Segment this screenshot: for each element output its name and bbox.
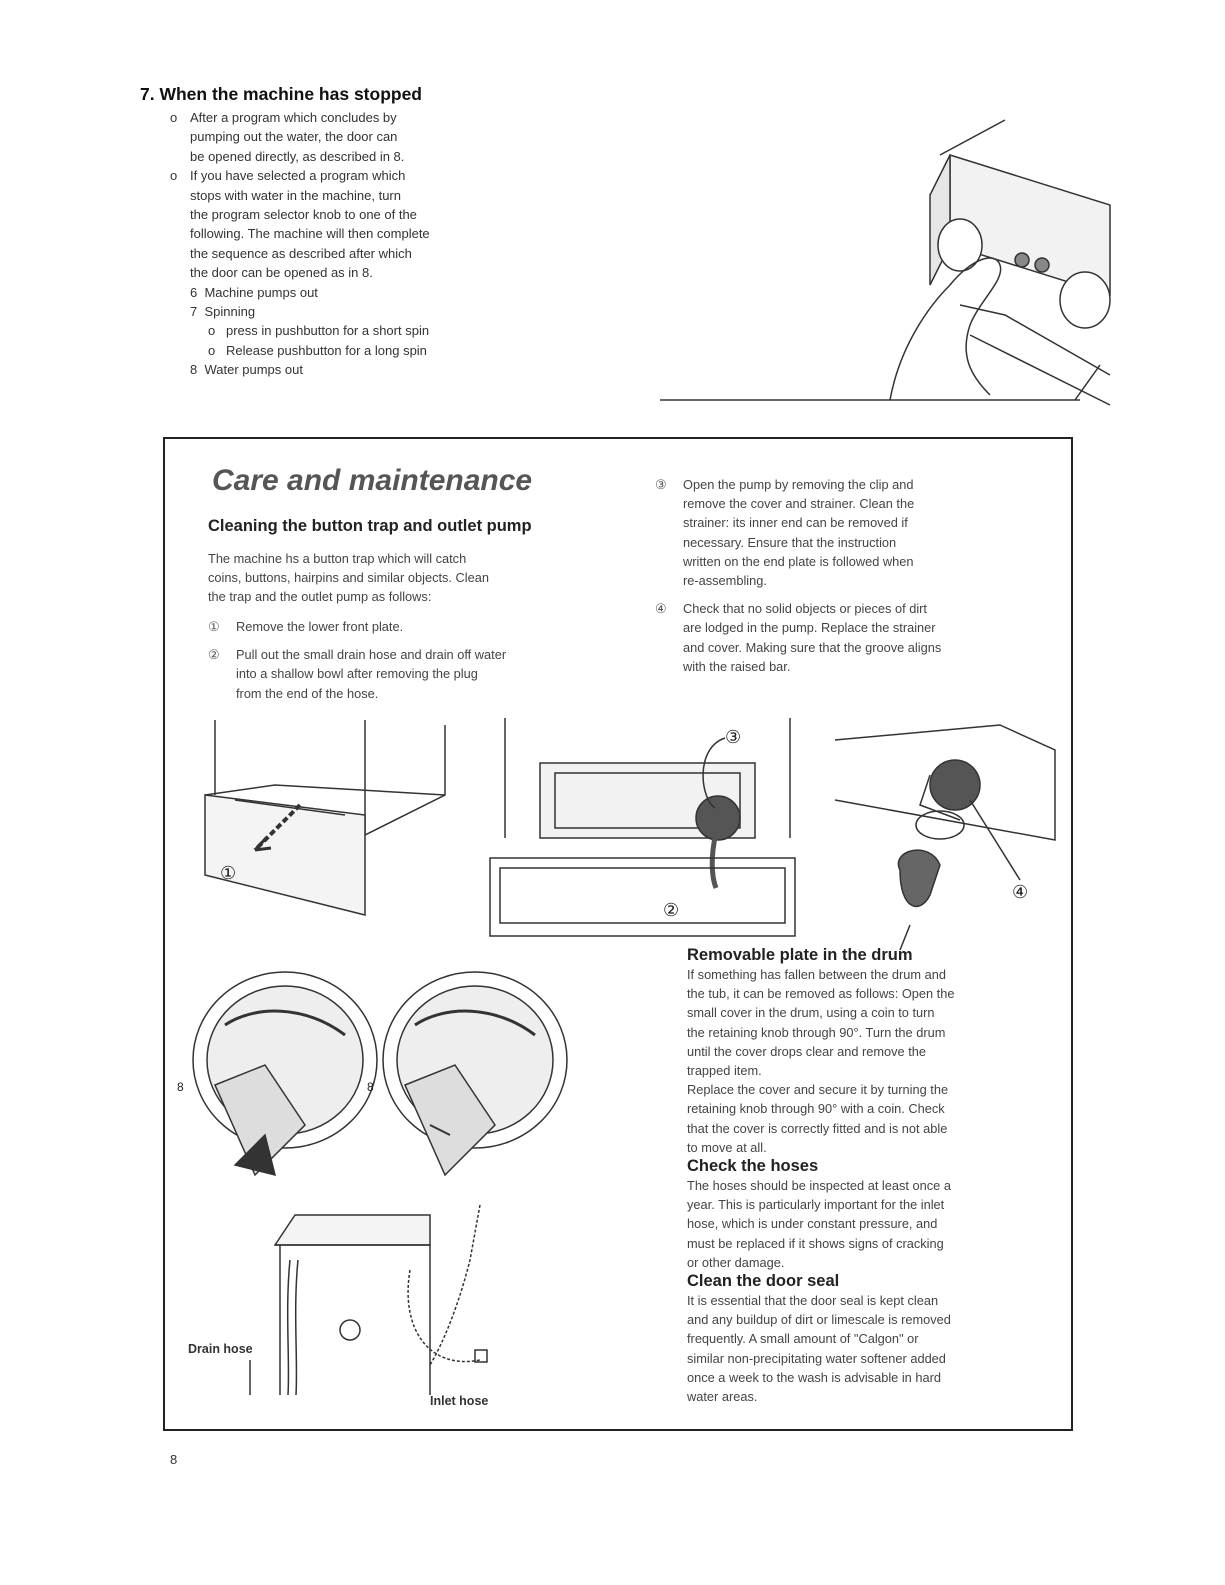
bullet-text: After a program which concludes by pumping out the water, the door can be opened directly, as described in 8. — [190, 110, 405, 164]
cleaning-subheading: Cleaning the button trap and outlet pump — [208, 517, 532, 535]
step-item: ④ Check that no solid objects or pieces of dirt are lodged in the pump. Replace the strainer and cover. Making sure that the groove aligns with the raised bar. — [655, 601, 942, 674]
callout-3: ③ — [725, 727, 742, 747]
step-item: ① Remove the lower front plate. — [208, 619, 404, 634]
right-sections — [687, 946, 1067, 1406]
spin-option: o press in pushbutton for a short spin — [208, 323, 430, 339]
bullet-item — [170, 108, 550, 166]
step-item: ③ Open the pump by removing the clip and remove the cover and strainer. Clean the strainer: its inner end can be removed if necessary. Ensure that the instruction written on the end plate is followed when re-assembling. — [655, 477, 915, 589]
hoses-illustration — [230, 1200, 500, 1400]
drain-hose-label: Drain hose — [188, 1342, 253, 1356]
bullet-text: If you have selected a program which stops with water in the machine, turn the program selector knob to one of the following. The machine will then complete the sequence as described after which the door can be opened as in 8. — [190, 168, 430, 281]
pushbutton-illustration — [660, 115, 1120, 435]
strainer-illustration — [830, 720, 1065, 950]
bullet-marker: o — [170, 168, 178, 184]
callout-2: ② — [663, 900, 680, 920]
bullet-marker: o — [170, 110, 178, 125]
front-plate-illustration — [195, 715, 455, 925]
care-title: Care and maintenance — [212, 464, 533, 497]
cleaning-intro: The machine hs a button trap which will catch coins, buttons, hairpins and similar objects. Clean the trap and the outlet pump as follows: — [208, 551, 489, 605]
steps-left — [208, 617, 638, 703]
drum-illustration-a — [185, 965, 385, 1185]
drum-callout-a: 8 — [177, 1080, 184, 1094]
removable-plate-heading: Removable plate in the drum — [687, 946, 913, 964]
option-item: 6 Machine pumps out — [190, 284, 318, 300]
door-seal-text: It is essential that the door seal is kept clean and any buildup of dirt or limescale is removed frequently. A small amount of "Calgon" or similar non-precipitating water softener added once a week to the wash is advisable in hard water areas. — [687, 1293, 951, 1405]
option-item: 7 Spinning — [190, 304, 256, 320]
check-hoses-heading: Check the hoses — [687, 1157, 819, 1176]
spin-option: o Release pushbutton for a long spin — [208, 342, 427, 358]
inlet-hose-label: Inlet hose — [430, 1394, 489, 1408]
step-item: ② Pull out the small drain hose and drain off water into a shallow bowl after removing the plug from the end of the hose. — [208, 647, 507, 701]
drum-callout-b: 8 — [367, 1080, 374, 1094]
pump-illustration — [480, 718, 800, 943]
page-number: 8 — [170, 1452, 178, 1467]
removable-plate-text: If something has fallen between the drum and the tub, it can be removed as follows: Open the small cover in the drum, using a coin to turn the retaining knob through 90°. Turn the drum until the cover drops clear and remove the trapped item. Replace the cover and secure it by turning the retaining knob through 90° with a coin. Check that the cover is correctly fitted and is not able to move at all. — [687, 967, 955, 1155]
callout-1: ① — [220, 863, 237, 883]
top-section-body — [170, 108, 550, 380]
drum-illustration-b — [375, 965, 575, 1185]
callout-4: ④ — [1012, 882, 1029, 902]
option-item: 8 Water pumps out — [190, 362, 303, 378]
check-hoses-text: The hoses should be inspected at least once a year. This is particularly important for the inlet hose, which is under constant pressure, and must be replaced if it shows signs of cracking or other damage. — [687, 1178, 951, 1270]
section-heading: 7. When the machine has stopped — [140, 84, 422, 104]
door-seal-heading: Clean the door seal — [687, 1272, 840, 1291]
bullet-item — [170, 166, 550, 282]
steps-right — [655, 475, 1045, 676]
